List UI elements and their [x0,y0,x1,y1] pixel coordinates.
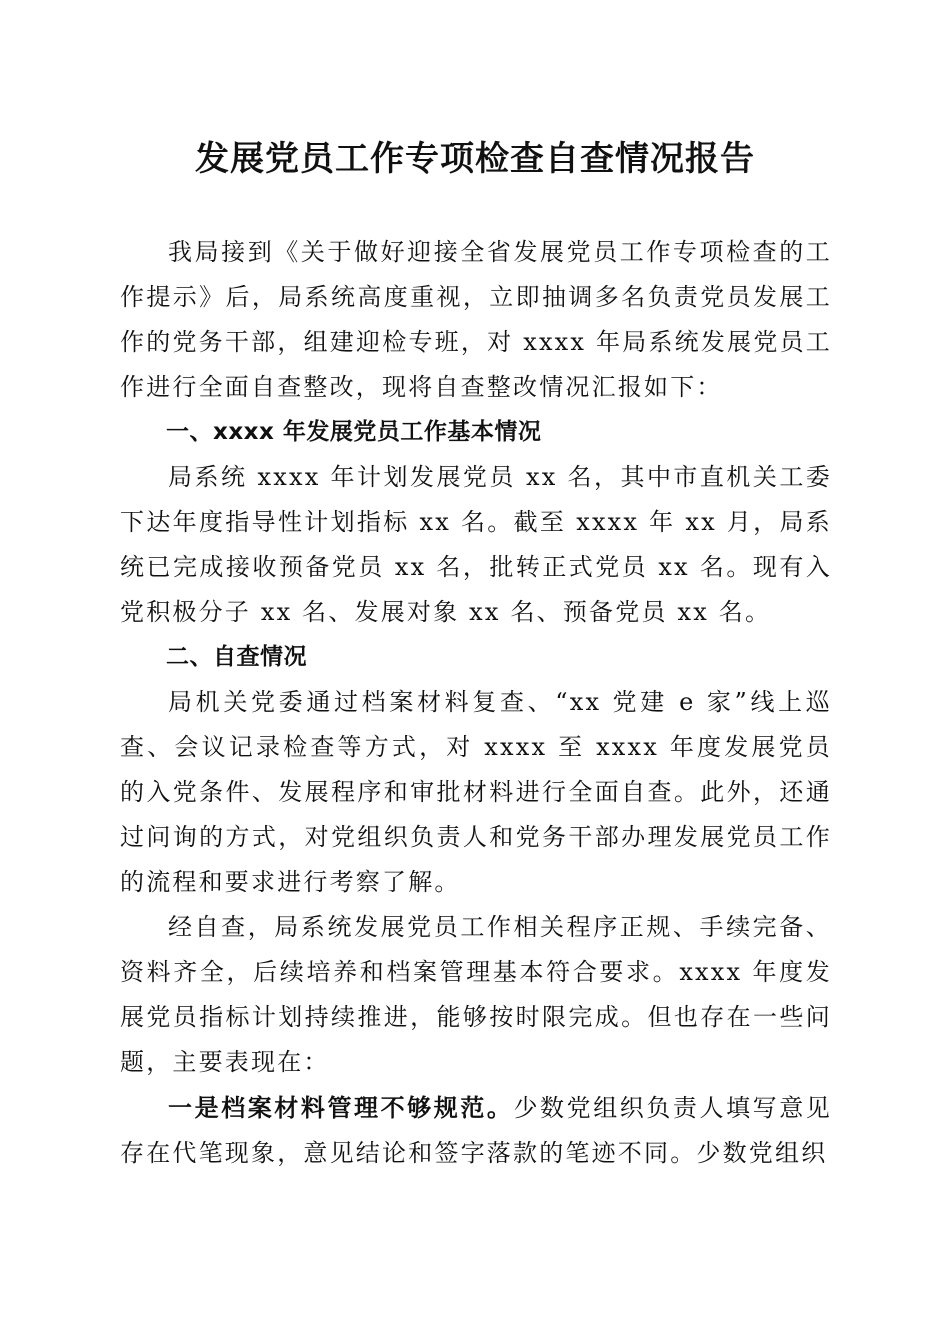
document-title: 发展党员工作专项检查自查情况报告 [195,139,755,179]
issue-one-lead: 一是档案材料管理不够规范。 [168,1093,514,1122]
intro-paragraph: 我局接到《关于做好迎接全省发展党员工作专项检查的工作提示》后，局系统高度重视，立即抽调多名负责党员发展工作的党务干部，组建迎检专班，对 xxxx 年局系统发展党员工作进行全面自查整改，现将自查整改情况汇报如下： [120,238,832,401]
document-body [120,230,832,1176]
self-check-paragraph: 局机关党委通过档案材料复查、“xx 党建 e 家”线上巡查、会议记录检查等方式，对 xxxx 至 xxxx 年度发展党员的入党条件、发展程序和审批材料进行全面自查。此外，还通过问询的方式，对党组织负责人和党务干部办理发展党员工作的流程和要求进行考察了解。 [120,688,832,896]
self-check-result-paragraph: 经自查，局系统发展党员工作相关程序正规、手续完备、资料齐全，后续培养和档案管理基本符合要求。xxxx 年度发展党员指标计划持续推进，能够按时限完成。但也存在一些问题，主要表现在： [120,913,832,1076]
issue-one-text: 少数党组织负责人填写意见存在代笔现象，意见结论和签字落款的笔迹不同。少数党组织 [120,1094,832,1167]
section-heading-basic: 一、xxxx 年发展党员工作基本情况 [166,419,542,445]
issue-one-paragraph [120,1085,832,1176]
basic-situation-paragraph: 局系统 xxxx 年计划发展党员 xx 名，其中市直机关工委下达年度指导性计划指标 xx 名。截至 xxxx 年 xx 月，局系统已完成接收预备党员 xx 名，批转正式党员 xx 名。现有入党积极分子 xx 名、发展对象 xx 名、预备党员 xx 名。 [120,463,832,626]
section-heading-self-check: 二、自查情况 [166,644,307,670]
